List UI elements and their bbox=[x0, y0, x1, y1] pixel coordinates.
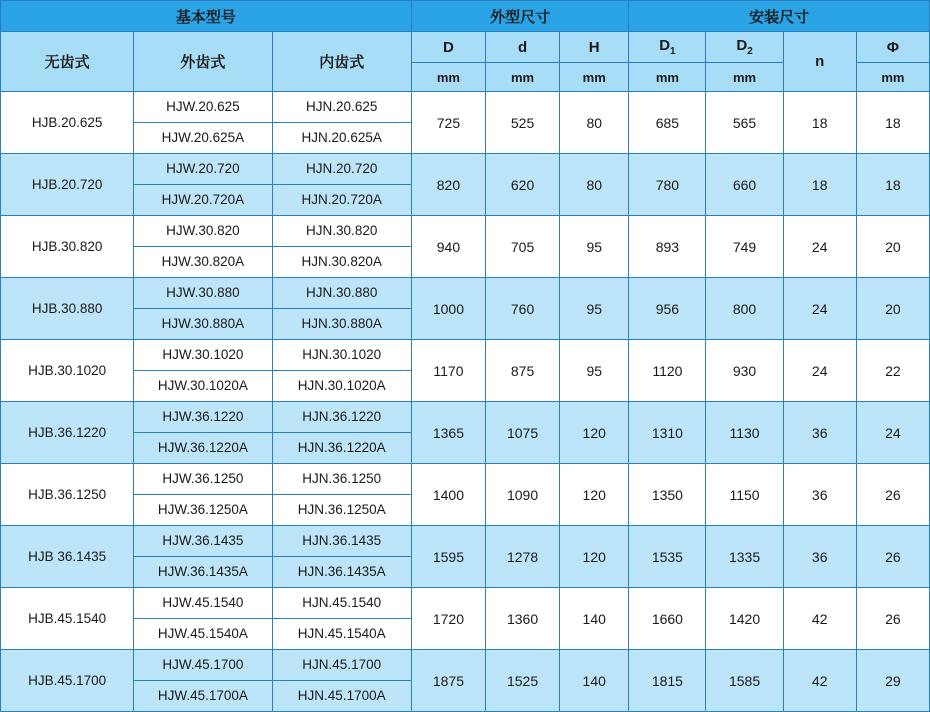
cell-D1: 956 bbox=[629, 278, 706, 340]
cell-external-tooth bbox=[134, 588, 272, 650]
cell-D: 1720 bbox=[411, 588, 485, 650]
cell-external-tooth-line1: HJW.30.820 bbox=[134, 216, 271, 247]
cell-external-tooth-line1: HJW.30.880 bbox=[134, 278, 271, 309]
cell-internal-tooth-line1: HJN.30.1020 bbox=[273, 340, 411, 371]
cell-external-tooth-line1: HJW.30.1020 bbox=[134, 340, 271, 371]
table-row bbox=[1, 154, 930, 216]
cell-D: 1365 bbox=[411, 402, 485, 464]
cell-no-tooth: HJB.30.820 bbox=[1, 216, 134, 278]
cell-H: 95 bbox=[560, 278, 629, 340]
cell-d: 760 bbox=[486, 278, 560, 340]
header-D2 bbox=[706, 32, 783, 63]
cell-external-tooth-line2: HJW.20.625A bbox=[161, 130, 245, 145]
cell-internal-tooth-line2: HJN.30.1020A bbox=[297, 378, 386, 393]
table-row bbox=[1, 464, 930, 526]
cell-internal-tooth-line1: HJN.36.1250 bbox=[273, 464, 411, 495]
cell-D2: 749 bbox=[706, 216, 783, 278]
header-group-outer-dimensions: 外型尺寸 bbox=[411, 1, 628, 32]
cell-internal-tooth-line1: HJN.36.1435 bbox=[273, 526, 411, 557]
header-external-tooth: 外齿式 bbox=[134, 32, 272, 92]
header-group-mounting-dimensions: 安装尺寸 bbox=[629, 1, 930, 32]
cell-internal-tooth-line1: HJN.45.1700 bbox=[273, 650, 411, 681]
cell-external-tooth-line1: HJW.36.1250 bbox=[134, 464, 271, 495]
cell-internal-tooth bbox=[272, 650, 411, 712]
cell-d: 1278 bbox=[486, 526, 560, 588]
cell-external-tooth bbox=[134, 340, 272, 402]
cell-H: 120 bbox=[560, 526, 629, 588]
header-D1 bbox=[629, 32, 706, 63]
header-H: H bbox=[560, 32, 629, 63]
cell-internal-tooth-line2: HJN.30.820A bbox=[301, 254, 382, 269]
cell-internal-tooth-line2: HJN.45.1700A bbox=[297, 688, 386, 703]
cell-D2: 800 bbox=[706, 278, 783, 340]
cell-n: 24 bbox=[783, 340, 856, 402]
cell-no-tooth: HJB.45.1700 bbox=[1, 650, 134, 712]
header-d: d bbox=[486, 32, 560, 63]
cell-H: 95 bbox=[560, 216, 629, 278]
cell-internal-tooth bbox=[272, 588, 411, 650]
cell-internal-tooth-line1: HJN.20.625 bbox=[273, 92, 411, 123]
header-no-tooth: 无齿式 bbox=[1, 32, 134, 92]
cell-no-tooth: HJB.30.1020 bbox=[1, 340, 134, 402]
cell-internal-tooth-line1: HJN.20.720 bbox=[273, 154, 411, 185]
cell-D2: 930 bbox=[706, 340, 783, 402]
cell-D1: 1350 bbox=[629, 464, 706, 526]
cell-no-tooth: HJB.45.1540 bbox=[1, 588, 134, 650]
cell-H: 80 bbox=[560, 154, 629, 216]
cell-external-tooth-line2: HJW.45.1540A bbox=[157, 626, 248, 641]
cell-no-tooth: HJB.30.880 bbox=[1, 278, 134, 340]
cell-D2: 1585 bbox=[706, 650, 783, 712]
cell-external-tooth bbox=[134, 92, 272, 154]
table-body bbox=[1, 92, 930, 712]
cell-d: 1360 bbox=[486, 588, 560, 650]
cell-external-tooth bbox=[134, 650, 272, 712]
cell-internal-tooth bbox=[272, 340, 411, 402]
cell-internal-tooth-line2: HJN.30.880A bbox=[301, 316, 382, 331]
cell-phi: 20 bbox=[856, 278, 929, 340]
cell-D: 940 bbox=[411, 216, 485, 278]
table-row bbox=[1, 92, 930, 154]
cell-D: 725 bbox=[411, 92, 485, 154]
header-sub-row bbox=[1, 32, 930, 63]
cell-n: 24 bbox=[783, 278, 856, 340]
cell-n: 18 bbox=[783, 92, 856, 154]
cell-no-tooth: HJB.20.625 bbox=[1, 92, 134, 154]
cell-internal-tooth bbox=[272, 216, 411, 278]
cell-D2: 565 bbox=[706, 92, 783, 154]
header-D1-subscript: 1 bbox=[670, 46, 676, 57]
cell-D2: 1150 bbox=[706, 464, 783, 526]
cell-phi: 26 bbox=[856, 526, 929, 588]
cell-internal-tooth bbox=[272, 92, 411, 154]
cell-phi: 24 bbox=[856, 402, 929, 464]
cell-H: 140 bbox=[560, 650, 629, 712]
cell-D: 1170 bbox=[411, 340, 485, 402]
cell-external-tooth-line1: HJW.45.1700 bbox=[134, 650, 271, 681]
cell-internal-tooth bbox=[272, 464, 411, 526]
cell-external-tooth-line2: HJW.20.720A bbox=[161, 192, 245, 207]
cell-external-tooth-line1: HJW.36.1435 bbox=[134, 526, 271, 557]
cell-internal-tooth bbox=[272, 402, 411, 464]
header-D1-base: D bbox=[659, 37, 671, 54]
cell-D2: 1130 bbox=[706, 402, 783, 464]
cell-d: 875 bbox=[486, 340, 560, 402]
cell-D1: 1310 bbox=[629, 402, 706, 464]
cell-H: 95 bbox=[560, 340, 629, 402]
cell-external-tooth-line1: HJW.36.1220 bbox=[134, 402, 271, 433]
cell-D: 1000 bbox=[411, 278, 485, 340]
table-row bbox=[1, 402, 930, 464]
cell-external-tooth-line2: HJW.30.880A bbox=[161, 316, 245, 331]
cell-d: 1525 bbox=[486, 650, 560, 712]
cell-n: 36 bbox=[783, 402, 856, 464]
header-D2-base: D bbox=[736, 37, 748, 54]
cell-external-tooth-line2: HJW.36.1250A bbox=[157, 502, 248, 517]
cell-d: 1090 bbox=[486, 464, 560, 526]
header-group-basic-model: 基本型号 bbox=[1, 1, 412, 32]
cell-no-tooth: HJB.36.1250 bbox=[1, 464, 134, 526]
cell-external-tooth-line2: HJW.36.1220A bbox=[157, 440, 248, 455]
cell-external-tooth bbox=[134, 464, 272, 526]
cell-internal-tooth-line2: HJN.36.1435A bbox=[297, 564, 386, 579]
cell-D1: 1660 bbox=[629, 588, 706, 650]
table-row bbox=[1, 650, 930, 712]
cell-D1: 893 bbox=[629, 216, 706, 278]
cell-external-tooth-line2: HJW.30.1020A bbox=[157, 378, 248, 393]
cell-phi: 26 bbox=[856, 464, 929, 526]
cell-external-tooth-line1: HJW.45.1540 bbox=[134, 588, 271, 619]
cell-phi: 18 bbox=[856, 92, 929, 154]
cell-phi: 18 bbox=[856, 154, 929, 216]
cell-D1: 1535 bbox=[629, 526, 706, 588]
cell-external-tooth-line2: HJW.36.1435A bbox=[157, 564, 248, 579]
cell-internal-tooth-line1: HJN.36.1220 bbox=[273, 402, 411, 433]
cell-internal-tooth-line2: HJN.20.720A bbox=[301, 192, 382, 207]
cell-internal-tooth-line2: HJN.20.625A bbox=[301, 130, 382, 145]
cell-n: 36 bbox=[783, 526, 856, 588]
unit-D1: mm bbox=[629, 63, 706, 92]
cell-D2: 1335 bbox=[706, 526, 783, 588]
table-row bbox=[1, 588, 930, 650]
cell-d: 1075 bbox=[486, 402, 560, 464]
cell-phi: 22 bbox=[856, 340, 929, 402]
cell-n: 42 bbox=[783, 650, 856, 712]
cell-no-tooth: HJB.36.1220 bbox=[1, 402, 134, 464]
cell-internal-tooth bbox=[272, 278, 411, 340]
table-row bbox=[1, 216, 930, 278]
cell-external-tooth bbox=[134, 278, 272, 340]
cell-n: 36 bbox=[783, 464, 856, 526]
cell-external-tooth bbox=[134, 402, 272, 464]
cell-H: 140 bbox=[560, 588, 629, 650]
header-D: D bbox=[411, 32, 485, 63]
cell-D2: 1420 bbox=[706, 588, 783, 650]
cell-internal-tooth bbox=[272, 154, 411, 216]
unit-phi: mm bbox=[856, 63, 929, 92]
unit-D2: mm bbox=[706, 63, 783, 92]
cell-H: 120 bbox=[560, 402, 629, 464]
cell-H: 80 bbox=[560, 92, 629, 154]
cell-D: 820 bbox=[411, 154, 485, 216]
cell-D2: 660 bbox=[706, 154, 783, 216]
cell-d: 525 bbox=[486, 92, 560, 154]
unit-H: mm bbox=[560, 63, 629, 92]
header-internal-tooth: 内齿式 bbox=[272, 32, 411, 92]
cell-D: 1400 bbox=[411, 464, 485, 526]
cell-H: 120 bbox=[560, 464, 629, 526]
cell-d: 705 bbox=[486, 216, 560, 278]
cell-internal-tooth-line1: HJN.30.880 bbox=[273, 278, 411, 309]
cell-external-tooth-line1: HJW.20.625 bbox=[134, 92, 271, 123]
cell-external-tooth-line2: HJW.45.1700A bbox=[157, 688, 248, 703]
cell-external-tooth bbox=[134, 526, 272, 588]
cell-external-tooth bbox=[134, 154, 272, 216]
header-D2-subscript: 2 bbox=[747, 46, 753, 57]
cell-n: 42 bbox=[783, 588, 856, 650]
cell-internal-tooth bbox=[272, 526, 411, 588]
cell-internal-tooth-line2: HJN.36.1220A bbox=[297, 440, 386, 455]
header-group-row bbox=[1, 1, 930, 32]
cell-internal-tooth-line1: HJN.30.820 bbox=[273, 216, 411, 247]
cell-internal-tooth-line2: HJN.45.1540A bbox=[297, 626, 386, 641]
cell-external-tooth-line2: HJW.30.820A bbox=[161, 254, 245, 269]
table-header bbox=[1, 1, 930, 92]
cell-D1: 685 bbox=[629, 92, 706, 154]
cell-D1: 1120 bbox=[629, 340, 706, 402]
cell-no-tooth: HJB.20.720 bbox=[1, 154, 134, 216]
cell-internal-tooth-line2: HJN.36.1250A bbox=[297, 502, 386, 517]
cell-n: 24 bbox=[783, 216, 856, 278]
cell-no-tooth: HJB 36.1435 bbox=[1, 526, 134, 588]
cell-phi: 29 bbox=[856, 650, 929, 712]
unit-D: mm bbox=[411, 63, 485, 92]
cell-D: 1875 bbox=[411, 650, 485, 712]
cell-phi: 26 bbox=[856, 588, 929, 650]
cell-phi: 20 bbox=[856, 216, 929, 278]
cell-internal-tooth-line1: HJN.45.1540 bbox=[273, 588, 411, 619]
cell-D1: 1815 bbox=[629, 650, 706, 712]
cell-D1: 780 bbox=[629, 154, 706, 216]
table-row bbox=[1, 278, 930, 340]
cell-d: 620 bbox=[486, 154, 560, 216]
header-phi: Φ bbox=[856, 32, 929, 63]
cell-D: 1595 bbox=[411, 526, 485, 588]
cell-external-tooth bbox=[134, 216, 272, 278]
cell-n: 18 bbox=[783, 154, 856, 216]
header-n: n bbox=[783, 32, 856, 92]
table-row bbox=[1, 340, 930, 402]
table-row bbox=[1, 526, 930, 588]
cell-external-tooth-line1: HJW.20.720 bbox=[134, 154, 271, 185]
unit-d: mm bbox=[486, 63, 560, 92]
